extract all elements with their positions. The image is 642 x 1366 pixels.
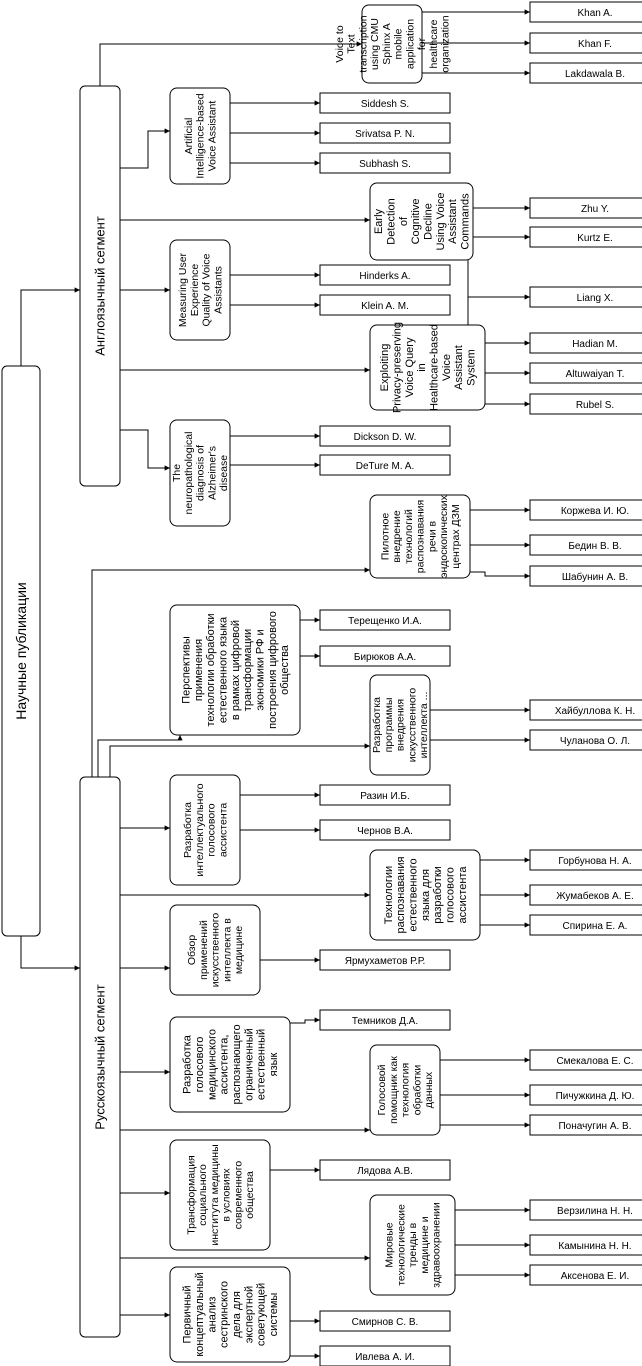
topic-node-1-text: ArtificialIntelligence-basedVoice Assistant [182, 93, 219, 179]
topic-node-7-text: Пилотноевнедрениетехнологийраспознаванияречи вэндоскопическихцентрах ДЗМ [379, 495, 462, 578]
author-label: Zhu Y. [581, 204, 609, 215]
author-label: Siddesh S. [360, 99, 410, 110]
author-label: Altuwaiyan T. [565, 369, 625, 380]
author-label: Бирюков А.А. [353, 652, 417, 663]
author-label: Khan A. [577, 8, 613, 19]
author-label: Бедин В. В. [568, 541, 622, 552]
author-label: Поначугин А. В. [558, 1121, 632, 1132]
author-label: Subhash S. [359, 159, 411, 170]
author-label: Аксенова Е. И. [560, 1271, 630, 1282]
topic-node-6-text: Theneuropathologicaldiagnosis ofAlzheimer'sdisease [171, 431, 231, 515]
author-label: Dickson D. W. [353, 432, 417, 443]
author-label: Лядова А.В. [357, 1166, 413, 1177]
author-label: Klein A. M. [361, 301, 409, 312]
author-label: Ярмухаметов Р.Р. [344, 956, 426, 967]
author-label: Терещенко И.А. [348, 616, 422, 627]
segment-node-0 [93, 216, 108, 356]
author-label: Hadian M. [572, 339, 618, 350]
topic-node-15-text: Трансформациясоциальногоинститута медициныв условияхсовременногообщества [185, 1144, 257, 1246]
topic-node-0 [334, 15, 452, 72]
segment-node-1 [93, 984, 108, 1129]
topic-node-10-text: Разработкаинтеллектуальногоголосовогоассистента [182, 783, 230, 877]
author-label: Верзилина Н. Н. [557, 1206, 633, 1217]
author-label: Хайбуллова К. Н. [554, 706, 636, 717]
root-node [13, 582, 29, 720]
author-label: Rubel S. [575, 400, 615, 411]
author-label: Жумабеков А. Е. [556, 891, 634, 902]
topic-node-14-text: Голосовойпомощник кактехнологияобработкиданных [376, 1056, 436, 1124]
author-label: Спирина Е. А. [562, 921, 628, 932]
topic-node-2-text: EarlyDetectionofCognitiveDeclineUsing VoiceAssistantCommands [373, 192, 472, 251]
topic-node-13-text: Разработкаголосовогомедицинскогоассистента,распознающегоограниченныйестественныйязык [181, 1024, 280, 1105]
author-label: Смирнов С. В. [351, 1317, 419, 1328]
author-label: Liang X. [576, 293, 614, 304]
author-label: DeTure M. A. [355, 461, 415, 472]
topic-node-5-text: ExploitingPrivacy-preservingVoice QueryinHealthcare-basedVoiceAssistantSystem [379, 321, 478, 414]
root-node-text: Научные публикации [12, 582, 29, 720]
author-label: Hinderks A. [359, 271, 411, 282]
author-label: Пичужкина Д. Ю. [555, 1091, 635, 1102]
topic-node-8-text: Перспективыприменениятехнологии обработкиестественного языкав рамках цифровойтрансформацииэкономики РФ ипостроения цифровогообщества [180, 611, 292, 729]
topic-node-11-text: Технологиираспознаванияестественногоязыка дляразработкиголосовогоассистента [382, 856, 469, 934]
author-label: Камынина Н. Н. [558, 1241, 632, 1252]
author-label: Смекалова Е. С. [556, 1056, 634, 1067]
author-label: Ивлева А. И. [355, 1352, 415, 1363]
topic-node-12-text: Обзорпримененийискусственногоинтеллекта вмедицине [186, 912, 246, 988]
segment-node-1-text: Русскоязычный сегмент [92, 984, 108, 1130]
segment-node-0-text: Англоязычный сегмент [92, 216, 108, 356]
author-label: Lakdawala B. [564, 69, 626, 80]
topic-node-0-text: Voice toTexttranscriptionusing CMUSphinx Amobileapplicationforhealthcareorganization [333, 15, 452, 73]
author-label: Горбунова Н. А. [558, 856, 632, 867]
topic-node-17-text: Первичныйконцептуальныйанализсестринскогодела дляэкспертнойсоветующейсистемы [181, 1272, 280, 1357]
topic-node-9-text: Разработкапрограммывнедренияискусственногоинтеллекта ... [371, 687, 431, 763]
author-label: Разин И.Б. [360, 791, 410, 802]
author-label: Khan F. [578, 39, 612, 50]
author-label: Чернов В.А. [357, 826, 413, 837]
author-label: Чуланова О. Л. [559, 736, 631, 747]
author-label: Kurtz E. [577, 233, 613, 244]
author-label: Темников Д.А. [351, 1016, 419, 1027]
topic-node-3-text: Measuring UserExperienceQuality of VoiceAssistants [177, 252, 225, 328]
author-label: Srivatsa P. N. [355, 129, 415, 140]
topic-node-16-text: Мировыетехнологическиетренды вмедицине издравоохранении [383, 1202, 443, 1288]
author-label: Шабунин А. В. [561, 572, 629, 583]
author-label: Коржева И. Ю. [560, 506, 630, 517]
